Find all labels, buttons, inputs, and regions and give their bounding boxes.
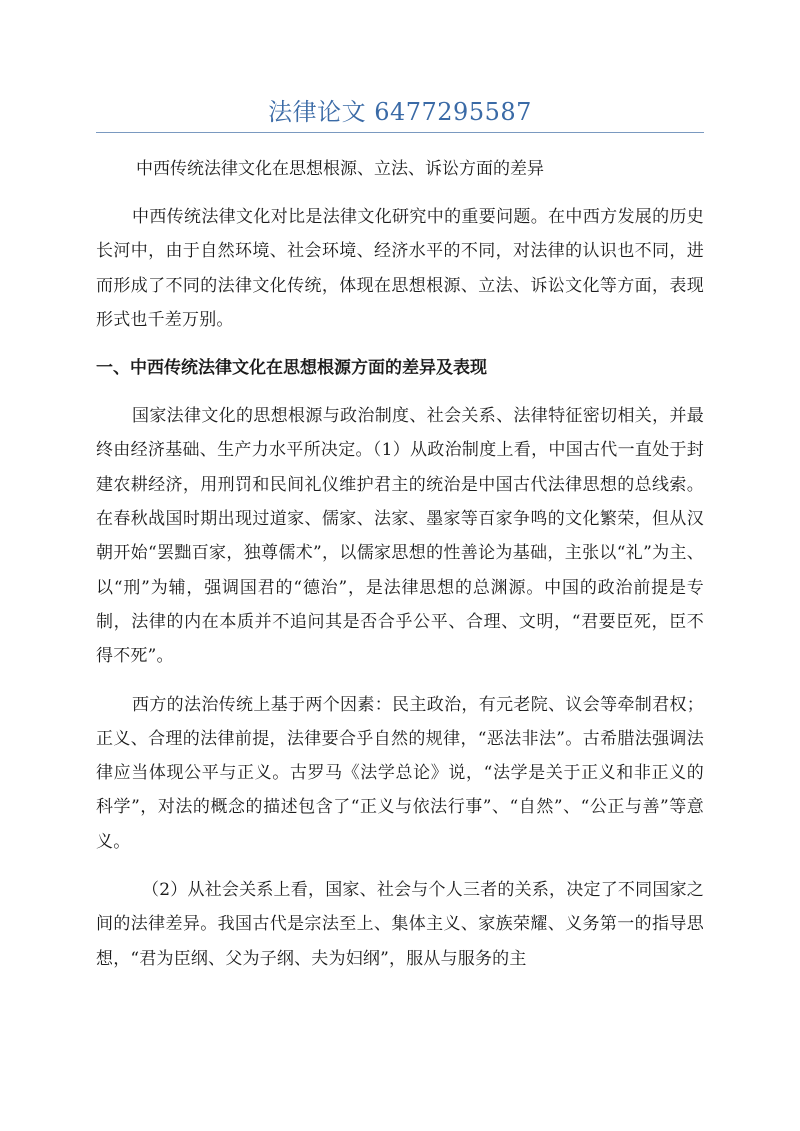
intro-paragraph: 中西传统法律文化对比是法律文化研究中的重要问题。在中西方发展的历史长河中，由于自然环境、社会环境、经济水平的不同，对法律的认识也不同，进而形成了不同的法律文化传统，体现在思想根源、立法、诉讼文化等方面，表现形式也千差万别。 bbox=[96, 207, 704, 330]
body-paragraph: 西方的法治传统上基于两个因素：民主政治，有元老院、议会等牵制君权；正义、合理的法律前提，法律要合乎自然的规律，“恶法非法”。古希腊法强调法律应当体现公平与正义。古罗马《法学总论》说，“法学是关于正义和非正义的科学”，对法的概念的描述包含了“正义与依法行事”、“自然”、“公正与善”等意义。 bbox=[96, 694, 704, 852]
header-divider bbox=[96, 132, 704, 133]
document-header-title: 法律论文 6477295587 bbox=[268, 98, 532, 126]
document-subtitle: 中西传统法律文化在思想根源、立法、诉讼方面的差异 bbox=[136, 159, 544, 179]
body-paragraph: （2）从社会关系上看，国家、社会与个人三者的关系，决定了不同国家之间的法律差异。我国古代是宗法至上、集体主义、家族荣耀、义务第一的指导思想，“君为臣纲、父为子纲、夫为妇纲”，服从与服务的主 bbox=[96, 880, 704, 969]
body-paragraph: 国家法律文化的思想根源与政治制度、社会关系、法律特征密切相关，并最终由经济基础、生产力水平所决定。（1）从政治制度上看，中国古代一直处于封建农耕经济，用刑罚和民间礼仪维护君主的统治是中国古代法律思想的总线索。在春秋战国时期出现过道家、儒家、法家、墨家等百家争鸣的文化繁荣，但从汉朝开始“罢黜百家，独尊儒术”，以儒家思想的性善论为基础，主张以“礼”为主、以“刑”为辅，强调国君的“德治”，是法律思想的总渊源。中国的政治前提是专制，法律的内在本质并不追问其是否合乎公平、合理、文明，“君要臣死，臣不得不死”。 bbox=[96, 406, 704, 667]
document-body bbox=[96, 152, 704, 990]
section-heading: 一、中西传统法律文化在思想根源方面的差异及表现 bbox=[96, 358, 487, 379]
